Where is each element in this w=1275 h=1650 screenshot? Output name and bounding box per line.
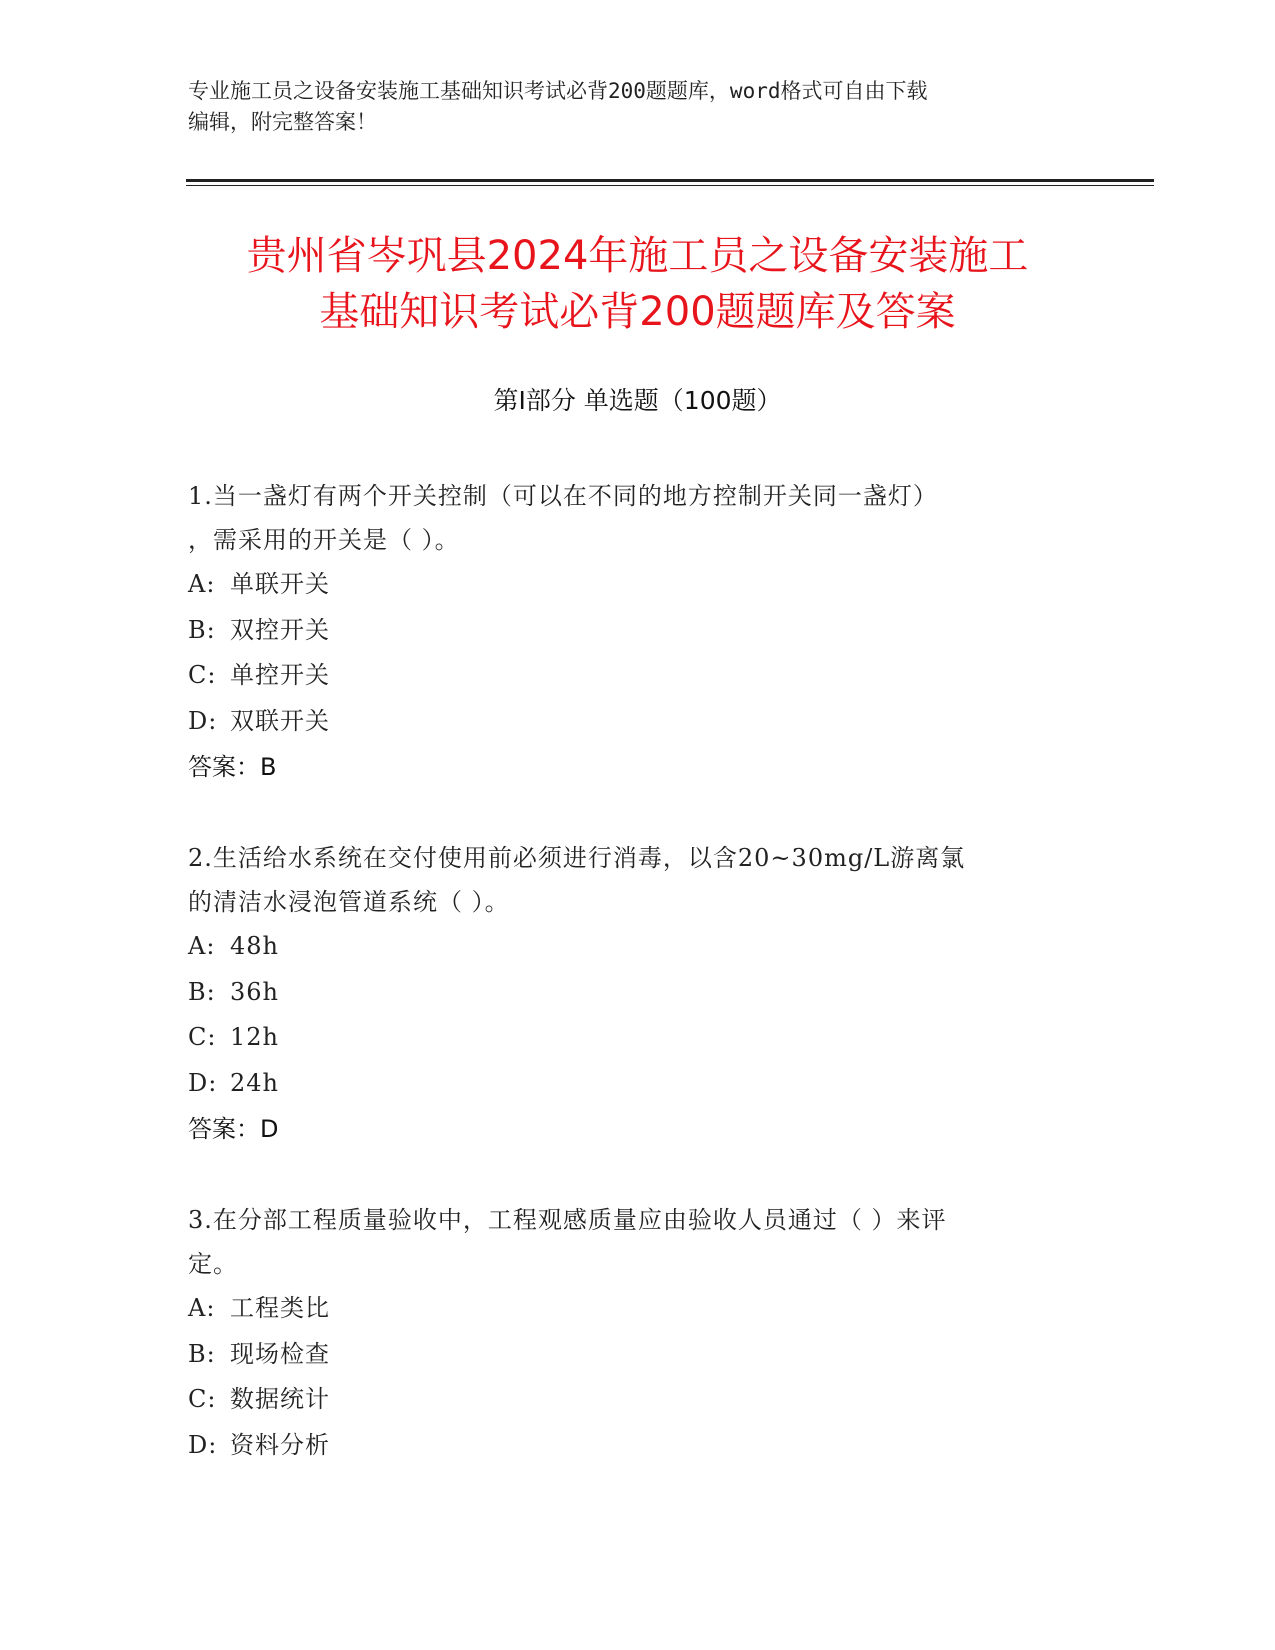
option-text: 资料分析: [230, 1430, 330, 1459]
header-rule-thin: [186, 185, 1154, 186]
question-stem-line1: 2.生活给水系统在交付使用前必须进行消毒，以含20~30mg/L游离氯: [188, 844, 966, 872]
question-answer: 答案：D: [188, 1115, 279, 1143]
option-text: 双联开关: [230, 706, 330, 735]
option-b: [188, 1332, 1088, 1378]
option-text: 48h: [230, 932, 279, 960]
option-key: C:: [188, 1385, 217, 1413]
page-header-line1: 专业施工员之设备安装施工基础知识考试必背200题题库，word格式可自由下载: [188, 79, 928, 103]
question-answer: 答案：B: [188, 753, 277, 781]
option-key: D:: [188, 1430, 218, 1459]
option-key: C:: [188, 661, 217, 689]
option-text: 36h: [230, 977, 279, 1006]
option-key: C:: [188, 1023, 217, 1051]
page-header: [188, 76, 1088, 138]
option-key: B:: [188, 615, 216, 644]
question-stem-line2: ，需采用的开关是（ ）。: [188, 526, 460, 554]
option-a: [188, 924, 1088, 970]
option-b: [188, 608, 1088, 654]
section-heading: 第Ⅰ部分 单选题（100题）: [493, 386, 782, 415]
option-text: 现场检查: [230, 1339, 330, 1368]
option-text: 数据统计: [230, 1385, 330, 1413]
option-c: [188, 653, 1088, 699]
option-key: A:: [188, 570, 216, 598]
option-text: 24h: [230, 1068, 279, 1097]
option-d: [188, 1423, 1088, 1469]
option-key: A:: [188, 1294, 216, 1322]
header-rule-thick: [186, 179, 1154, 182]
option-a: [188, 1286, 1088, 1332]
option-text: 双控开关: [230, 615, 330, 644]
option-text: 12h: [230, 1023, 279, 1051]
question-3: [188, 1198, 1088, 1468]
page-header-line2: 编辑，附完整答案！: [188, 110, 377, 134]
option-text: 单联开关: [230, 570, 330, 598]
option-text: 单控开关: [230, 661, 330, 689]
question-stem-line1: 3.在分部工程质量验收中，工程观感质量应由验收人员通过（ ）来评: [188, 1206, 947, 1234]
option-key: D:: [188, 706, 218, 735]
document-title-line1: 贵州省岑巩县2024年施工员之设备安装施工: [246, 233, 1029, 279]
option-key: D:: [188, 1068, 218, 1097]
option-d: [188, 1061, 1088, 1107]
option-key: A:: [188, 932, 216, 960]
option-c: [188, 1377, 1088, 1423]
document-title: [80, 228, 1195, 340]
option-text: 工程类比: [230, 1294, 330, 1322]
question-stem-line2: 的清洁水浸泡管道系统（ ）。: [188, 888, 510, 916]
option-key: B:: [188, 977, 216, 1006]
option-a: [188, 562, 1088, 608]
option-key: B:: [188, 1339, 216, 1368]
option-b: [188, 970, 1088, 1016]
option-c: [188, 1015, 1088, 1061]
option-d: [188, 699, 1088, 745]
question-stem-line2: 定。: [188, 1250, 238, 1278]
question-1: [188, 474, 1088, 790]
question-2: [188, 836, 1088, 1152]
document-title-line2: 基础知识考试必背200题题库及答案: [319, 289, 956, 335]
question-stem-line1: 1.当一盏灯有两个开关控制（可以在不同的地方控制开关同一盏灯）: [188, 482, 938, 510]
